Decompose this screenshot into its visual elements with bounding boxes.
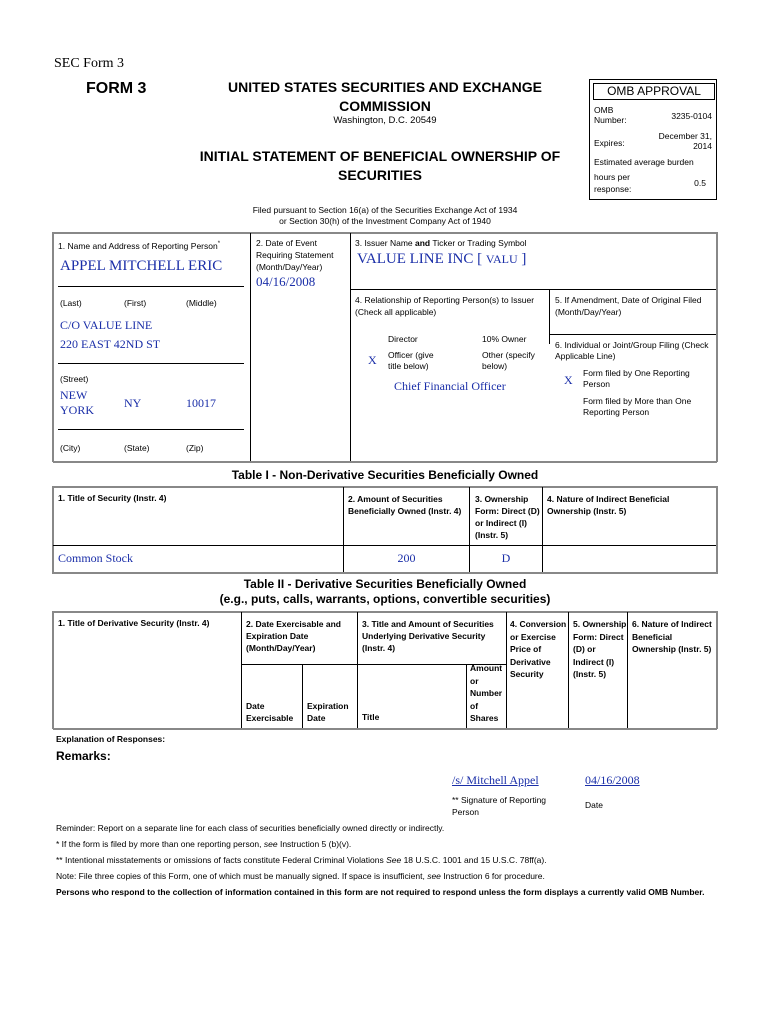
table2-col3b: Amount or Number of Shares: [470, 663, 503, 723]
footnote-omb-notice: Persons who respond to the collection of information contained in this form are not required to respond unless the form displays a currently valid OMB Number.: [56, 887, 705, 897]
table1-row-title: Common Stock: [58, 551, 134, 565]
street-label: (Street): [60, 374, 89, 384]
omb-number-value: 3235-0104: [671, 111, 712, 121]
omb-hours-label: hours per response:: [594, 172, 632, 194]
address-line1: C/O VALUE LINE: [60, 318, 153, 332]
filed-pursuant-line2: or Section 30(h) of the Investment Company Act of 1940: [279, 216, 491, 226]
table2-col5: 5. Ownership Form: Direct (D) or Indirect (I) (Instr. 5): [573, 619, 627, 679]
omb-burden-label: Estimated average burden: [594, 157, 694, 167]
other-option[interactable]: Other (specify below): [482, 350, 535, 371]
issuer-name-line: VALUE LINE INC [ VALU ]: [357, 251, 527, 267]
table2-col3: 3. Title and Amount of Securities Underlying Derivative Security (Instr. 4): [362, 619, 494, 653]
issuer-ticker: VALU: [485, 252, 518, 266]
table1-col3: 3. Ownership Form: Direct (D) or Indirect (I) (Instr. 5): [475, 494, 540, 540]
table2-col2a: Date Exercisable: [246, 701, 294, 723]
one-person-check-mark: X: [564, 373, 573, 387]
agency-title: UNITED STATES SECURITIES AND EXCHANGE COMMISSION: [228, 79, 542, 114]
omb-approval-box: [589, 79, 717, 200]
one-person-option[interactable]: Form filed by One Reporting Person: [583, 368, 690, 389]
table2-col3a: Title: [362, 712, 380, 722]
footnote-reminder: Reminder: Report on a separate line for each class of securities beneficially owned directly or indirectly.: [56, 823, 445, 833]
officer-option[interactable]: Officer (give title below): [388, 350, 434, 371]
state-label: (State): [124, 443, 150, 453]
officer-check-mark: X: [368, 353, 377, 367]
issuer-label: 3. Issuer Name and Ticker or Trading Symbol: [355, 238, 527, 248]
event-date-label: 2. Date of Event Requiring Statement (Month/Day/Year): [256, 238, 334, 272]
omb-title: OMB APPROVAL: [593, 83, 715, 100]
table2-col2: 2. Date Exercisable and Expiration Date (Month/Day/Year): [246, 619, 341, 653]
middle-label: (Middle): [186, 298, 217, 308]
amendment-label: 5. If Amendment, Date of Original Filed (Month/Day/Year): [555, 295, 702, 317]
ten-pct-owner-option[interactable]: 10% Owner: [482, 334, 527, 344]
signature-value: /s/ Mitchell Appel: [452, 773, 539, 787]
remarks-label: Remarks:: [56, 749, 111, 763]
omb-expires-value: December 31, 2014: [658, 131, 712, 151]
multi-person-option[interactable]: Form filed by More than One Reporting Person: [583, 396, 692, 417]
last-label: (Last): [60, 298, 82, 308]
signature-date-label: Date: [585, 800, 603, 810]
signature-date: 04/16/2008: [585, 773, 640, 787]
statement-title: INITIAL STATEMENT OF BENEFICIAL OWNERSHIP OF SECURITIES: [199, 148, 561, 183]
state-value: NY: [124, 396, 142, 410]
omb-number-label: OMB Number:: [594, 105, 627, 125]
table1-title: Table I - Non-Derivative Securities Beneficially Owned: [231, 468, 539, 482]
issuer-name: VALUE LINE INC: [357, 251, 474, 267]
footnote-star2: ** Intentional misstatements or omissions of facts constitute Federal Criminal Violations See 18 U.S.C. 1001 and 15 U.S.C. 78ff(a).: [56, 855, 547, 865]
table1-row-amount: 200: [397, 551, 416, 565]
table2-col4: 4. Conversion or Exercise Price of Derivative Security: [510, 619, 567, 679]
first-label: (First): [124, 298, 147, 308]
officer-title: Chief Financial Officer: [394, 379, 506, 393]
city-label: (City): [60, 443, 81, 453]
zip-value: 10017: [186, 396, 216, 410]
table2-col2b: Expiration Date: [307, 701, 349, 723]
filed-pursuant: [200, 205, 570, 227]
reporting-person-label: 1. Name and Address of Reporting Person*: [58, 241, 221, 251]
table1-col4: 4. Nature of Indirect Beneficial Ownership (Instr. 5): [547, 494, 670, 516]
omb-expires-label: Expires:: [594, 138, 625, 148]
city-value: NEW YORK: [60, 388, 95, 417]
signature-label: ** Signature of Reporting Person: [452, 795, 547, 817]
table2-col1: 1. Title of Derivative Security (Instr. 4): [58, 618, 210, 628]
relationship-label: 4. Relationship of Reporting Person(s) to Issuer (Check all applicable): [355, 295, 535, 317]
table1-col1: 1. Title of Security (Instr. 4): [58, 493, 167, 503]
table1-row-form: D: [501, 551, 511, 565]
footnote-note: Note: File three copies of this Form, one of which must be manually signed. If space is insufficient, see Instruction 6 for procedure.: [56, 871, 545, 881]
footnote-star1: * If the form is filed by more than one reporting person, see Instruction 5 (b)(v).: [56, 839, 352, 849]
doc-title: SEC Form 3: [54, 56, 125, 71]
director-option[interactable]: Director: [388, 334, 418, 344]
omb-hours-value: 0.5: [694, 178, 706, 188]
reporting-person-name: APPEL MITCHELL ERIC: [60, 258, 223, 274]
form-label: FORM 3: [86, 80, 147, 97]
table2-col6: 6. Nature of Indirect Beneficial Ownership (Instr. 5): [632, 619, 712, 654]
table1-col2: 2. Amount of Securities Beneficially Owned (Instr. 4): [348, 494, 462, 516]
filing-type-label: 6. Individual or Joint/Group Filing (Check Applicable Line): [555, 340, 709, 361]
address-line2: 220 EAST 42ND ST: [60, 337, 161, 351]
explanation-label: Explanation of Responses:: [56, 734, 166, 744]
agency-location: Washington, D.C. 20549: [333, 115, 437, 126]
table2-title: Table II - Derivative Securities Beneficially Owned (e.g., puts, calls, warrants, options, convertible securities): [219, 577, 551, 606]
event-date-value: 04/16/2008: [256, 274, 316, 289]
filed-pursuant-line1: Filed pursuant to Section 16(a) of the Securities Exchange Act of 1934: [252, 205, 518, 215]
zip-label: (Zip): [186, 443, 204, 453]
